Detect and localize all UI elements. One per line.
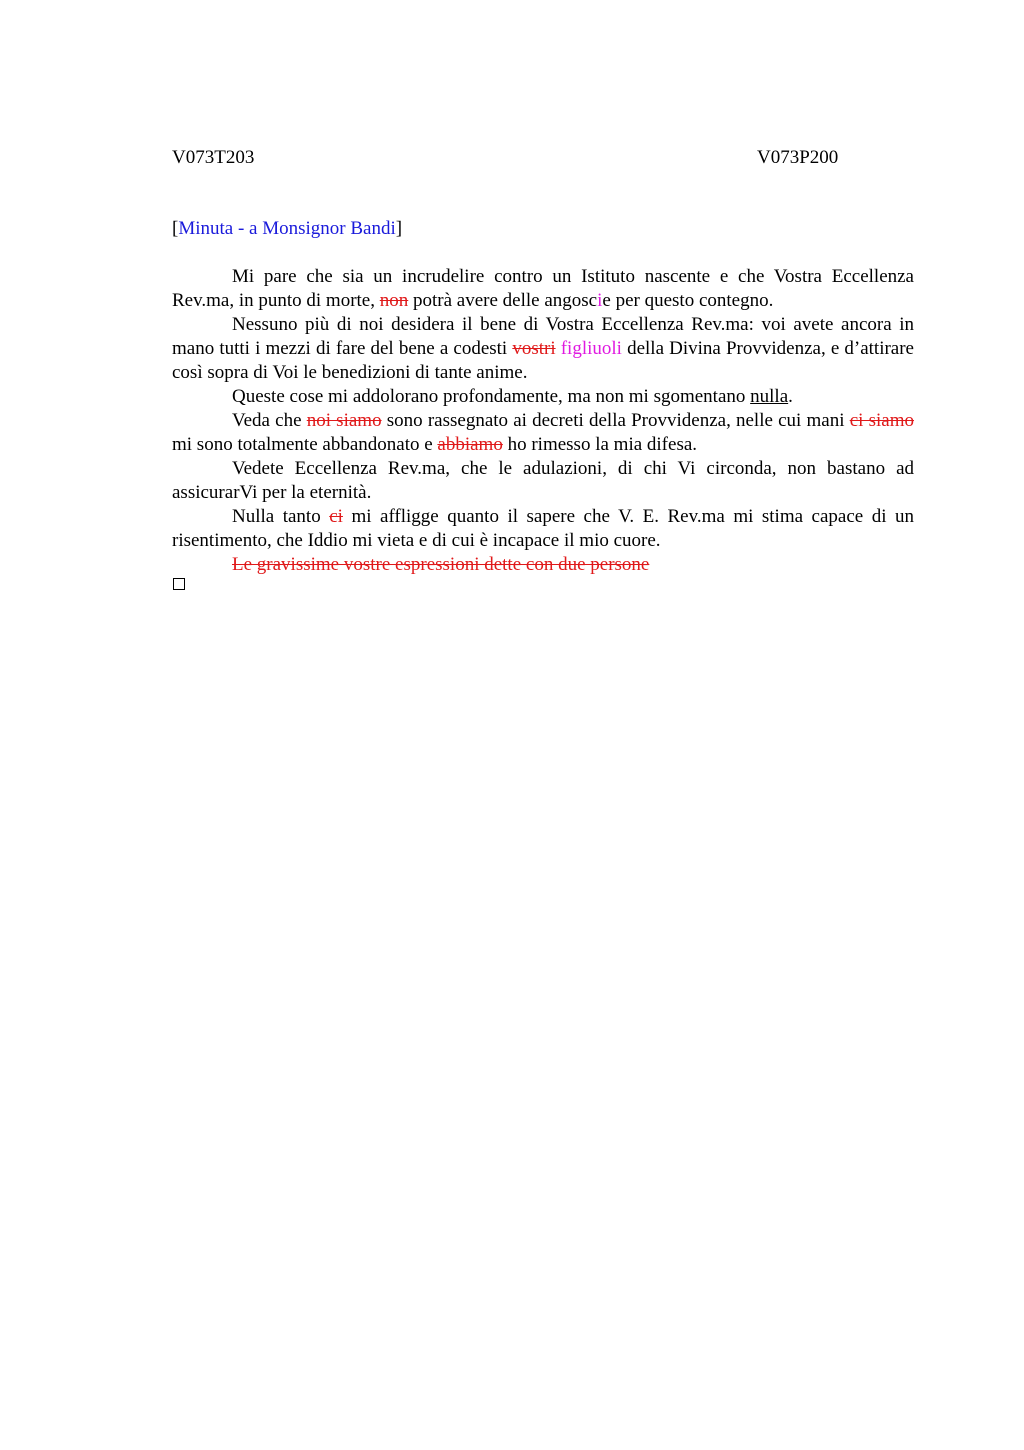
- paragraph-4: [172, 409, 914, 457]
- paragraph-3: [172, 385, 914, 409]
- p4-deletion-1: noi siamo: [306, 410, 382, 431]
- p4-text-2: sono rassegnato ai decreti della Provvidenza, nelle cui mani: [381, 410, 850, 431]
- p1-text-2: potrà avere delle angosc: [408, 290, 598, 311]
- p2-text-3: della Divina Provvidenza, e d’attirare così sopra di Voi le benedizioni di tante anime.: [172, 338, 914, 383]
- p4-deletion-2: ci siamo: [849, 410, 914, 431]
- paragraph-2: [172, 313, 914, 385]
- paragraph-7: [172, 553, 914, 577]
- heading-open-bracket: [: [172, 218, 179, 239]
- p1-addition-1: i: [597, 290, 603, 311]
- p4-deletion-3: abbiamo: [437, 434, 503, 455]
- p2-text-1: Nessuno più di noi desidera il bene di Vostra Eccellenza Rev.ma: voi avete ancora in mano tutti i mezzi di fare del bene a codesti: [172, 314, 914, 359]
- document-heading: [172, 217, 402, 241]
- p6-deletion-1: ci: [329, 506, 343, 527]
- p3-text-1: Queste cose mi addolorano profondamente, ma non mi sgomentano: [232, 386, 751, 407]
- right-reference-code: V073P200: [757, 147, 839, 168]
- p3-text-2: .: [788, 386, 793, 407]
- p7-deletion-1: Le gravissime vostre espressioni dette con due persone: [232, 554, 650, 575]
- p3-underlined-word: nulla: [750, 386, 789, 407]
- letter-body: [172, 265, 914, 577]
- paragraph-5: [172, 457, 914, 505]
- heading-close-bracket: ]: [395, 218, 403, 239]
- p6-text-1: Nulla tanto: [232, 506, 330, 527]
- heading-title: Minuta - a Monsignor Bandi: [178, 218, 396, 239]
- p1-text-3: e per questo contegno.: [602, 290, 774, 311]
- p1-text-1: Mi pare che sia un incrudelire contro un Istituto nascente e che Vostra Eccellenza Rev.ma, in punto di morte,: [172, 266, 914, 311]
- p5-text-1: Vedete Eccellenza Rev.ma, che le adulazioni, di chi Vi circonda, non bastano ad assicurarVi per la eternità.: [172, 458, 914, 503]
- p4-text-1: Veda che: [232, 410, 307, 431]
- p4-text-4: ho rimesso la mia difesa.: [502, 434, 698, 455]
- p1-deletion-1: non: [379, 290, 409, 311]
- p2-addition-1: figliuoli: [560, 338, 622, 359]
- left-reference-code: V073T203: [172, 147, 255, 168]
- p4-text-3: mi sono totalmente abbandonato e: [172, 434, 438, 455]
- p2-deletion-1: vostri: [512, 338, 556, 359]
- p6-text-2: mi affligge quanto il sapere che V. E. Rev.ma mi stima capace di un risentimento, che Iddio mi vieta e di cui è incapace il mio cuore.: [172, 506, 915, 551]
- square-outline-icon: [173, 578, 185, 590]
- paragraph-1: [172, 265, 914, 313]
- paragraph-6: [172, 505, 914, 553]
